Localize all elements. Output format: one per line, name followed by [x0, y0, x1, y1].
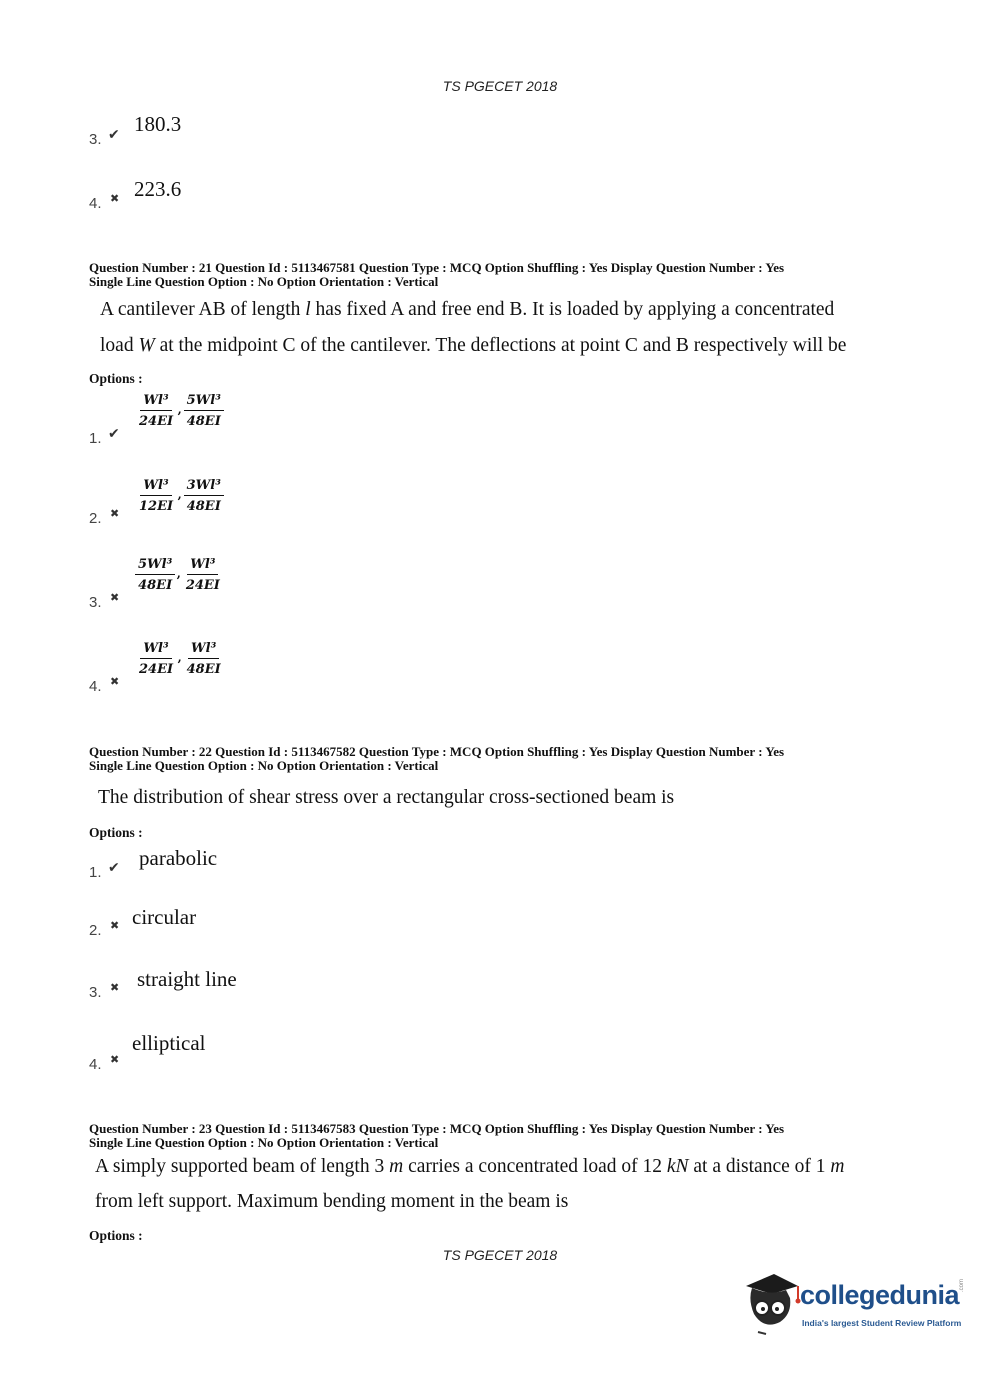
option-text: straight line: [137, 967, 237, 991]
correct-check-icon: ✔: [108, 426, 120, 442]
logo-wordmark: collegedunia: [800, 1280, 960, 1310]
option-fraction-pair: 5Wl³ 48EI ’ Wl³ 24EI: [135, 557, 223, 593]
page-header: TS PGECET 2018: [442, 78, 558, 94]
options-label: Options :: [89, 1228, 143, 1243]
question-text-line: from left support. Maximum bending moment in the beam is: [95, 1191, 569, 1212]
option-number: 4.: [89, 678, 102, 695]
option-number: 3.: [89, 131, 102, 148]
question-text-line: load W at the midpoint C of the cantilever. The deflections at point C and B respectively will be: [100, 335, 847, 356]
option-number: 4.: [89, 195, 102, 212]
logo-suffix: .com: [959, 1278, 965, 1292]
option-number: 3.: [89, 984, 102, 1001]
option-fraction-pair: Wl³ 24EI ’ Wl³ 48EI: [139, 641, 221, 677]
wrong-cross-icon: ✖: [110, 591, 120, 604]
options-label: Options :: [89, 825, 143, 840]
option-text: parabolic: [139, 846, 218, 870]
mascot-icon: [740, 1270, 802, 1338]
option-text: elliptical: [132, 1031, 206, 1055]
page-footer: TS PGECET 2018: [442, 1247, 558, 1263]
question-meta: Question Number : 23 Question Id : 5113467583 Question Type : MCQ Option Shuffling : Yes Display Question Number : Yes Single Line Question Option : No Option Orientation : Vertical: [89, 1121, 785, 1150]
wrong-cross-icon: ✖: [110, 507, 120, 520]
question-text: The distribution of shear stress over a rectangular cross-sectioned beam is: [98, 787, 675, 808]
option-number: 2.: [89, 922, 102, 939]
wrong-cross-icon: ✖: [110, 981, 120, 994]
option-number: 2.: [89, 510, 102, 527]
option-fraction-pair: Wl³ 24EI ’ 5Wl³ 48EI: [136, 393, 224, 429]
wrong-cross-icon: ✖: [110, 1053, 120, 1066]
option-text: 223.6: [134, 177, 182, 201]
question-text-line: A cantilever AB of length l has fixed A and free end B. It is loaded by applying a concentrated: [100, 299, 835, 320]
option-text: 180.3: [134, 112, 182, 136]
question-text-line: A simply supported beam of length 3 m carries a concentrated load of 12 kN at a distance of 1 m: [95, 1156, 845, 1177]
wrong-cross-icon: ✖: [110, 192, 120, 205]
wrong-cross-icon: ✖: [110, 675, 120, 688]
option-number: 4.: [89, 1056, 102, 1073]
options-label: Options :: [89, 371, 143, 386]
option-text: circular: [132, 905, 197, 929]
wrong-cross-icon: ✖: [110, 919, 120, 932]
collegedunia-logo: [740, 1268, 970, 1340]
question-meta: Question Number : 22 Question Id : 5113467582 Question Type : MCQ Option Shuffling : Yes Display Question Number : Yes Single Line Question Option : No Option Orientation : Vertical: [89, 744, 785, 773]
correct-check-icon: ✔: [108, 860, 120, 876]
question-meta: Question Number : 21 Question Id : 5113467581 Question Type : MCQ Option Shuffling : Yes Display Question Number : Yes Single Line Question Option : No Option Orientation : Vertical: [89, 260, 785, 289]
correct-check-icon: ✔: [108, 127, 120, 143]
logo-tagline: India's largest Student Review Platform: [802, 1318, 962, 1328]
option-number: 3.: [89, 594, 102, 611]
option-number: 1.: [89, 430, 102, 447]
option-fraction-pair: Wl³ 12EI ’ 3Wl³ 48EI: [136, 478, 224, 514]
option-number: 1.: [89, 864, 102, 881]
